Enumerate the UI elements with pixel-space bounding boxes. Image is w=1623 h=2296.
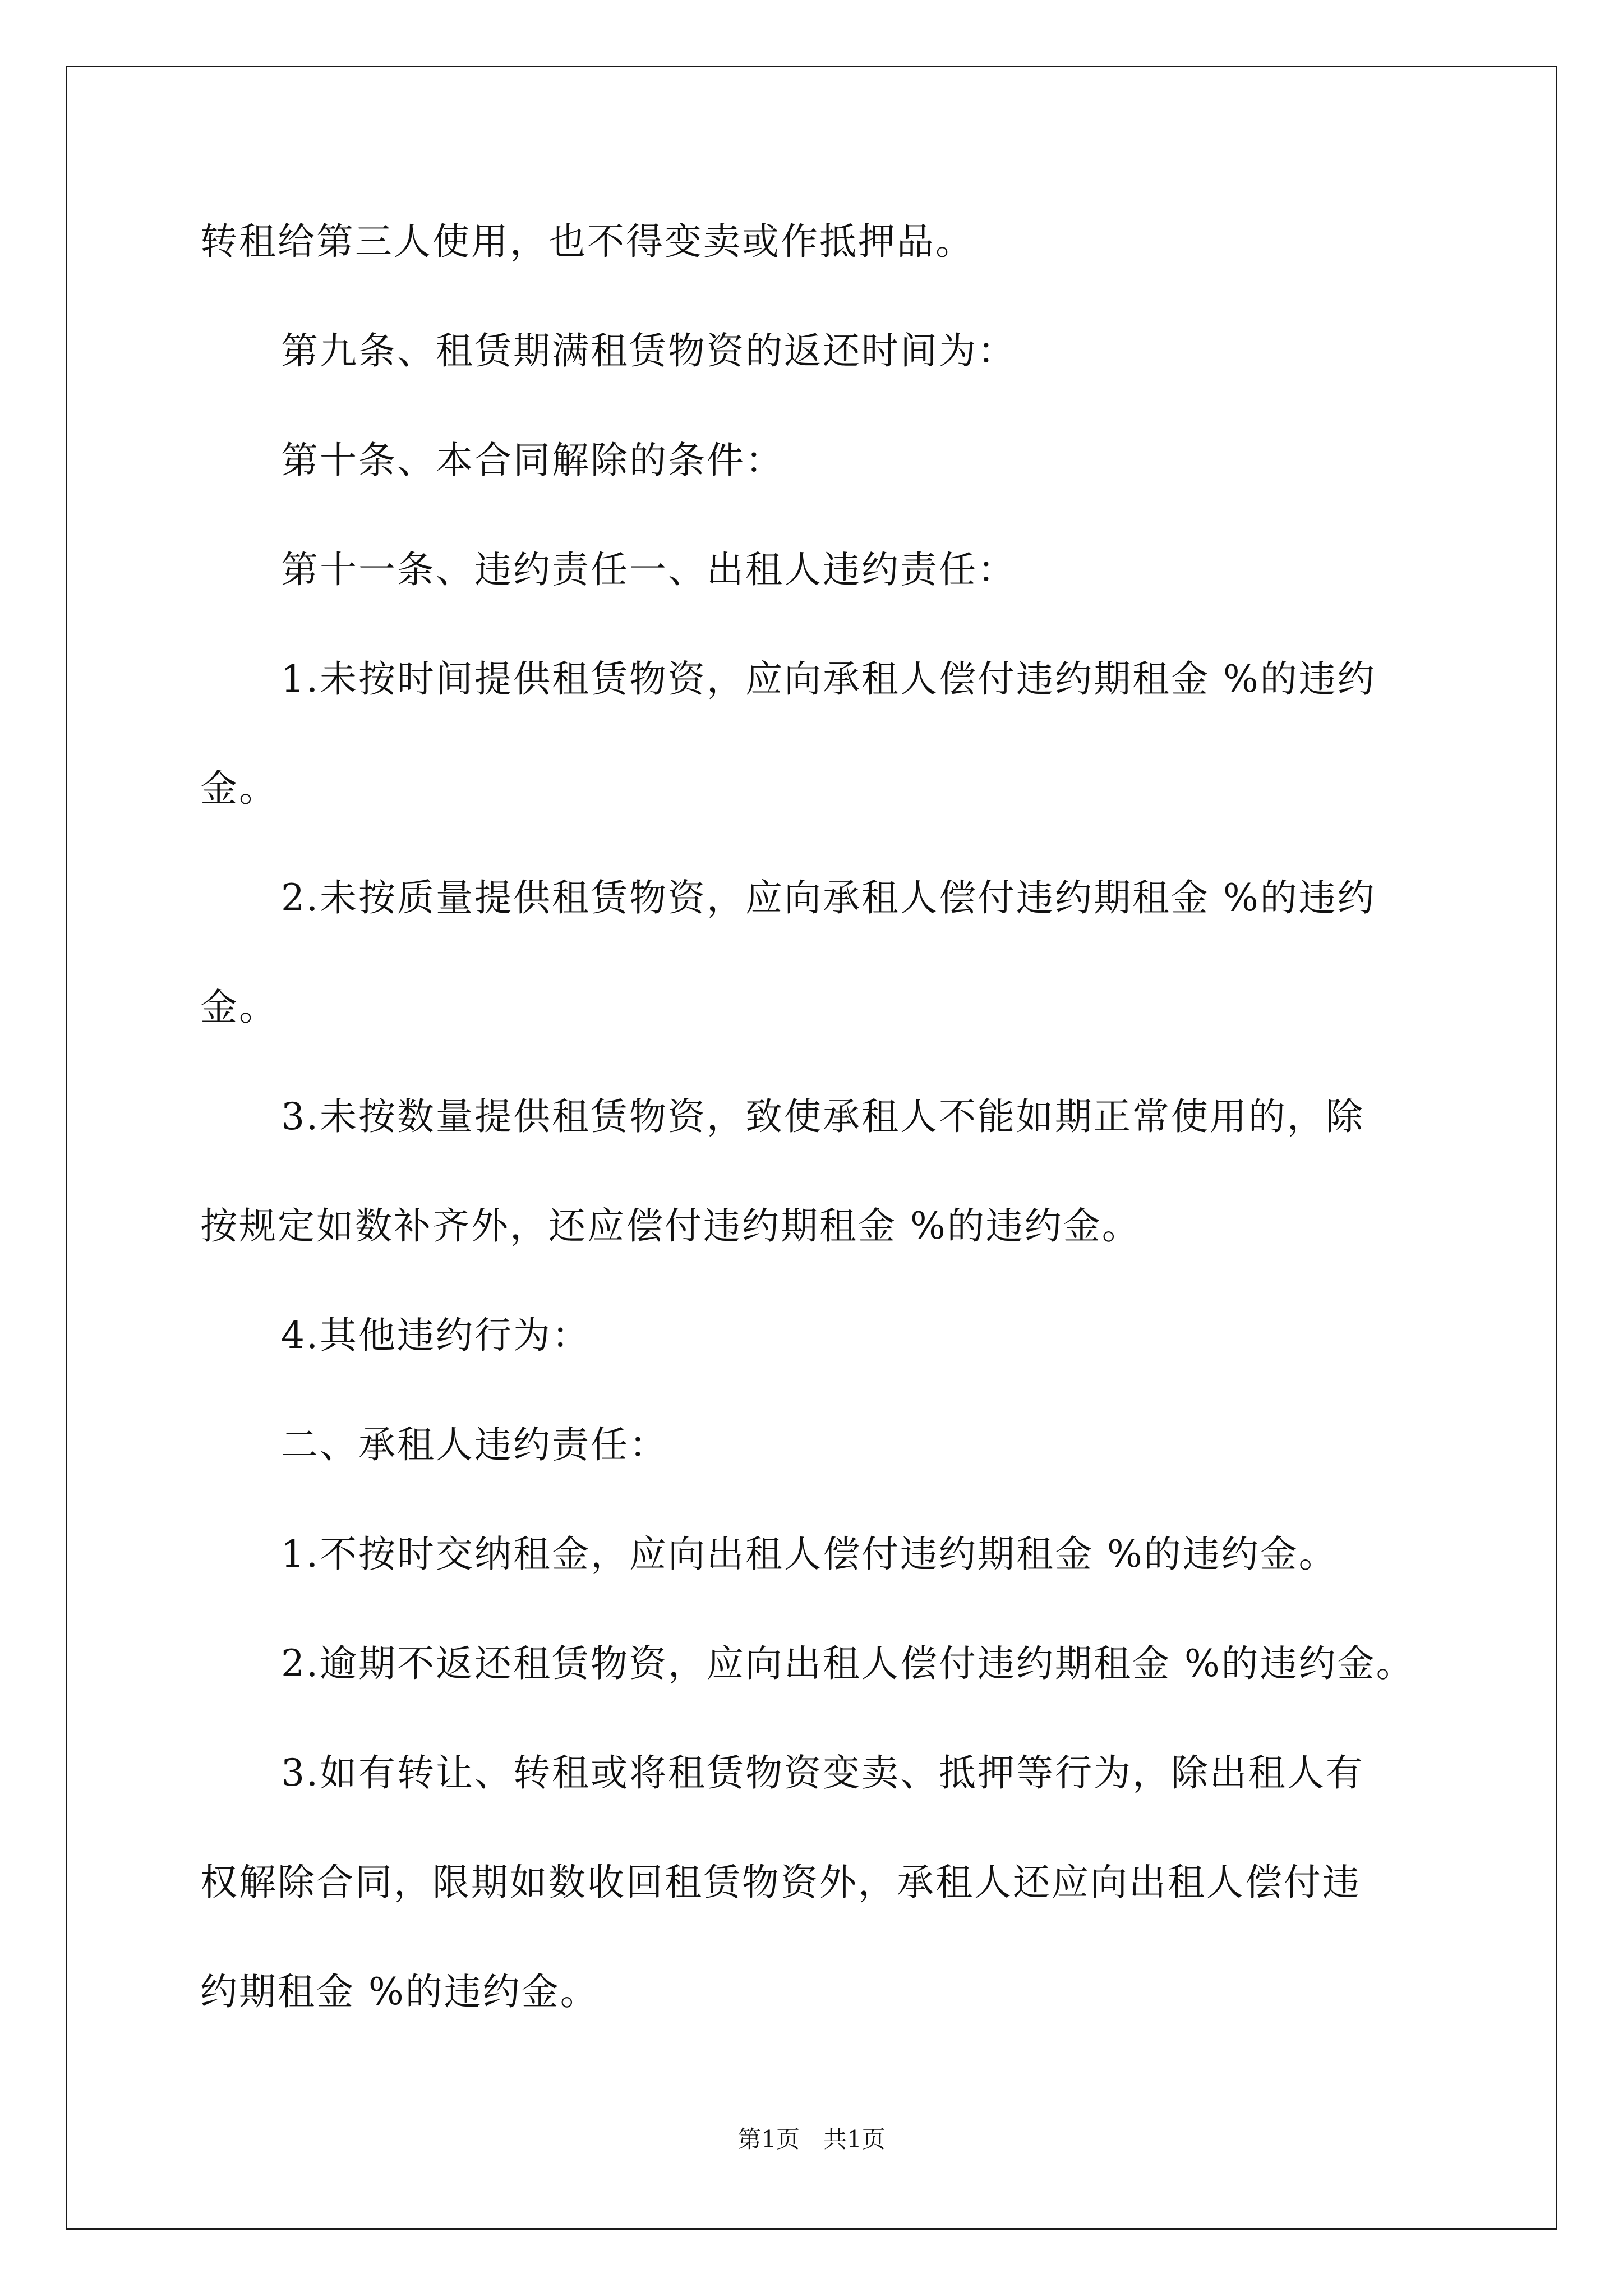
text-line: 2.逾期不返还租赁物资，应向出租人偿付违约期租金 %的违约金。 <box>281 1642 1415 1685</box>
text-line: 3.未按数量提供租赁物资，致使承租人不能如期正常使用的，除 <box>281 1095 1364 1138</box>
text-line: 按规定如数补齐外，还应偿付违约期租金 %的违约金。 <box>200 1204 1141 1248</box>
text-line: 转租给第三人使用，也不得变卖或作抵押品。 <box>200 220 974 263</box>
text-line: 金。 <box>200 767 278 810</box>
text-line: 权解除合同，限期如数收回租赁物资外，承租人还应向出租人偿付违 <box>200 1861 1361 1904</box>
text-line: 第十条、本合同解除的条件： <box>281 439 784 482</box>
text-line: 4.其他违约行为： <box>281 1314 591 1357</box>
text-line: 约期租金 %的违约金。 <box>200 1970 599 2013</box>
text-line: 1.未按时间提供租赁物资，应向承租人偿付违约期租金 %的违约 <box>281 657 1376 701</box>
page-number-footer: 第1页 共1页 <box>737 2125 886 2153</box>
text-line: 1.不按时交纳租金，应向出租人偿付违约期租金 %的违约金。 <box>281 1533 1338 1576</box>
text-line: 第十一条、违约责任一、出租人违约责任： <box>281 548 1016 591</box>
text-line: 2.未按质量提供租赁物资，应向承租人偿付违约期租金 %的违约 <box>281 876 1376 919</box>
text-line: 3.如有转让、转租或将租赁物资变卖、抵押等行为，除出租人有 <box>281 1751 1364 1795</box>
text-line: 第九条、租赁期满租赁物资的返还时间为： <box>281 329 1016 372</box>
page-border <box>66 66 1557 2230</box>
text-line: 二、承租人违约责任： <box>281 1423 668 1466</box>
text-line: 金。 <box>200 986 278 1029</box>
